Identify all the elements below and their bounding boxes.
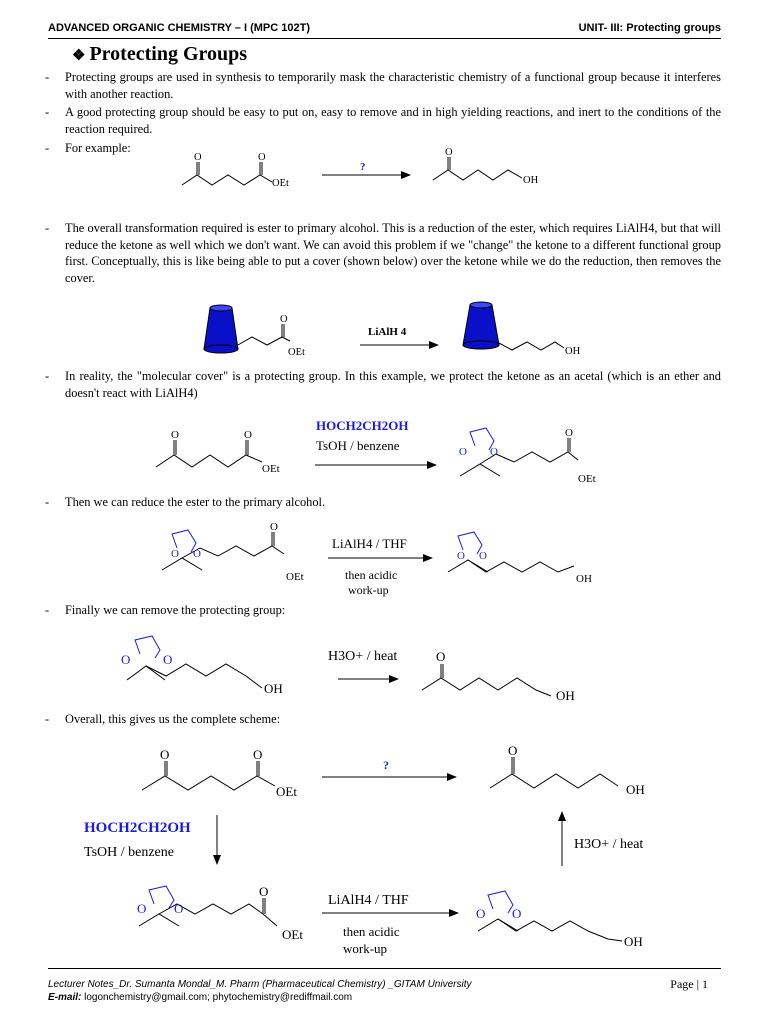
oet-label: OEt (262, 463, 280, 475)
o-label: O (459, 446, 467, 458)
o-label: O (171, 548, 179, 560)
bullet-2: - A good protecting group should be easy to put on, easy to remove and in high yielding reactions, and inert to the conditions of the reaction required. (45, 105, 721, 136)
o-label: O (445, 147, 453, 158)
oet-label: OEt (282, 927, 303, 942)
scheme-example (182, 157, 522, 185)
o-label: O (174, 901, 184, 916)
o-label: O (490, 446, 498, 458)
o-label: O (476, 906, 486, 921)
o-label: O (253, 747, 263, 762)
tsoh-reagent: TsOH / benzene (316, 438, 400, 453)
oet-label: OEt (276, 784, 297, 799)
then-acidic-label: then acidic (343, 924, 400, 939)
title-text: Protecting Groups (89, 43, 248, 65)
scheme-complete (139, 757, 622, 941)
oh-label: OH (556, 688, 575, 703)
o-label: O (565, 427, 573, 439)
o-label: O (171, 429, 179, 441)
oet-label: OEt (272, 178, 289, 189)
oh-label: OH (576, 573, 592, 585)
email-label: E-mail: (48, 992, 82, 1003)
bullet-5: - In reality, the "molecular cover" is a protecting group. In this example, we protect the ketone as an acetal (which is an ether and doesn't react with LiAlH4) (45, 369, 721, 400)
lialh4-thf-reagent: LiAlH4 / THF (332, 536, 407, 551)
oh-label: OH (523, 175, 539, 186)
h3o-heat-reagent: H3O+ / heat (328, 649, 398, 664)
oh-label: OH (626, 782, 645, 797)
oet-label: OEt (288, 347, 305, 358)
lialh4-label: LiAlH 4 (368, 326, 407, 338)
question-mark: ? (383, 758, 389, 772)
o-label: O (193, 548, 201, 560)
footer-notes: Lecturer Notes_Dr. Sumanta Mondal_M. Pharm (Pharmaceutical Chemistry) _GITAM University (48, 979, 472, 990)
o-label: O (244, 429, 252, 441)
workup-label: work-up (348, 583, 389, 597)
o-label: O (163, 652, 173, 667)
h3o-heat-reagent: H3O+ / heat (574, 837, 644, 852)
oh-label: OH (565, 346, 581, 357)
bullet-6: - Then we can reduce the ester to the primary alcohol. (45, 495, 326, 509)
oh-label: OH (264, 681, 283, 696)
bullet-4: - The overall transformation required is ester to primary alcohol. This is a reduction of the ester, which requires LiAlH4, but that will reduce the ketone as well which we don't want. We can avoid this problem if we "change" the ketone to a different functional group first. Conceptually, this is like being able to put a cover (shown below) over the ketone while we do the reduction, then removes the cover. (45, 221, 721, 285)
o-label: O (479, 550, 487, 562)
o-label: O (160, 747, 170, 762)
o-label: O (457, 550, 465, 562)
page-number: Page | 1 (670, 977, 708, 991)
scheme-deprotection (127, 636, 551, 696)
email-addresses: logonchemistry@gmail.com; phytochemistry@rediffmail.com (81, 992, 353, 1003)
o-label: O (280, 314, 288, 325)
footer-rule (48, 968, 721, 969)
bullet-8: - Overall, this gives us the complete scheme: (45, 712, 281, 726)
workup-label: work-up (343, 941, 388, 956)
diol-reagent: HOCH2CH2OH (84, 820, 191, 836)
bullet-7: - Finally we can remove the protecting group: (45, 603, 286, 617)
oet-label: OEt (286, 571, 304, 583)
o-label: O (258, 152, 266, 163)
o-label: O (259, 884, 269, 899)
then-acidic-label: then acidic (345, 568, 398, 582)
question-mark: ? (360, 161, 366, 173)
o-label: O (194, 152, 202, 163)
diol-reagent: HOCH2CH2OH (316, 418, 409, 433)
o-label: O (508, 743, 518, 758)
tsoh-reagent: TsOH / benzene (84, 845, 174, 860)
o-label: O (270, 521, 278, 533)
diamond-bullet-icon: ❖ (72, 48, 86, 64)
unit-title: UNIT- III: Protecting groups (578, 22, 721, 34)
bullet-3: - For example: (45, 141, 131, 155)
o-label: O (121, 652, 131, 667)
o-label: O (436, 649, 446, 664)
lialh4-thf-reagent: LiAlH4 / THF (328, 893, 409, 908)
o-label: O (137, 901, 147, 916)
oh-label: OH (624, 934, 643, 949)
footer-email (48, 992, 352, 1003)
o-label: O (512, 906, 522, 921)
course-title: ADVANCED ORGANIC CHEMISTRY – I (MPC 102T) (48, 22, 310, 34)
bullet-1: - Protecting groups are used in synthesis to temporarily mask the characteristic chemistry of a functional group because it interferes with another reaction. (45, 70, 721, 101)
oet-label: OEt (578, 473, 596, 485)
